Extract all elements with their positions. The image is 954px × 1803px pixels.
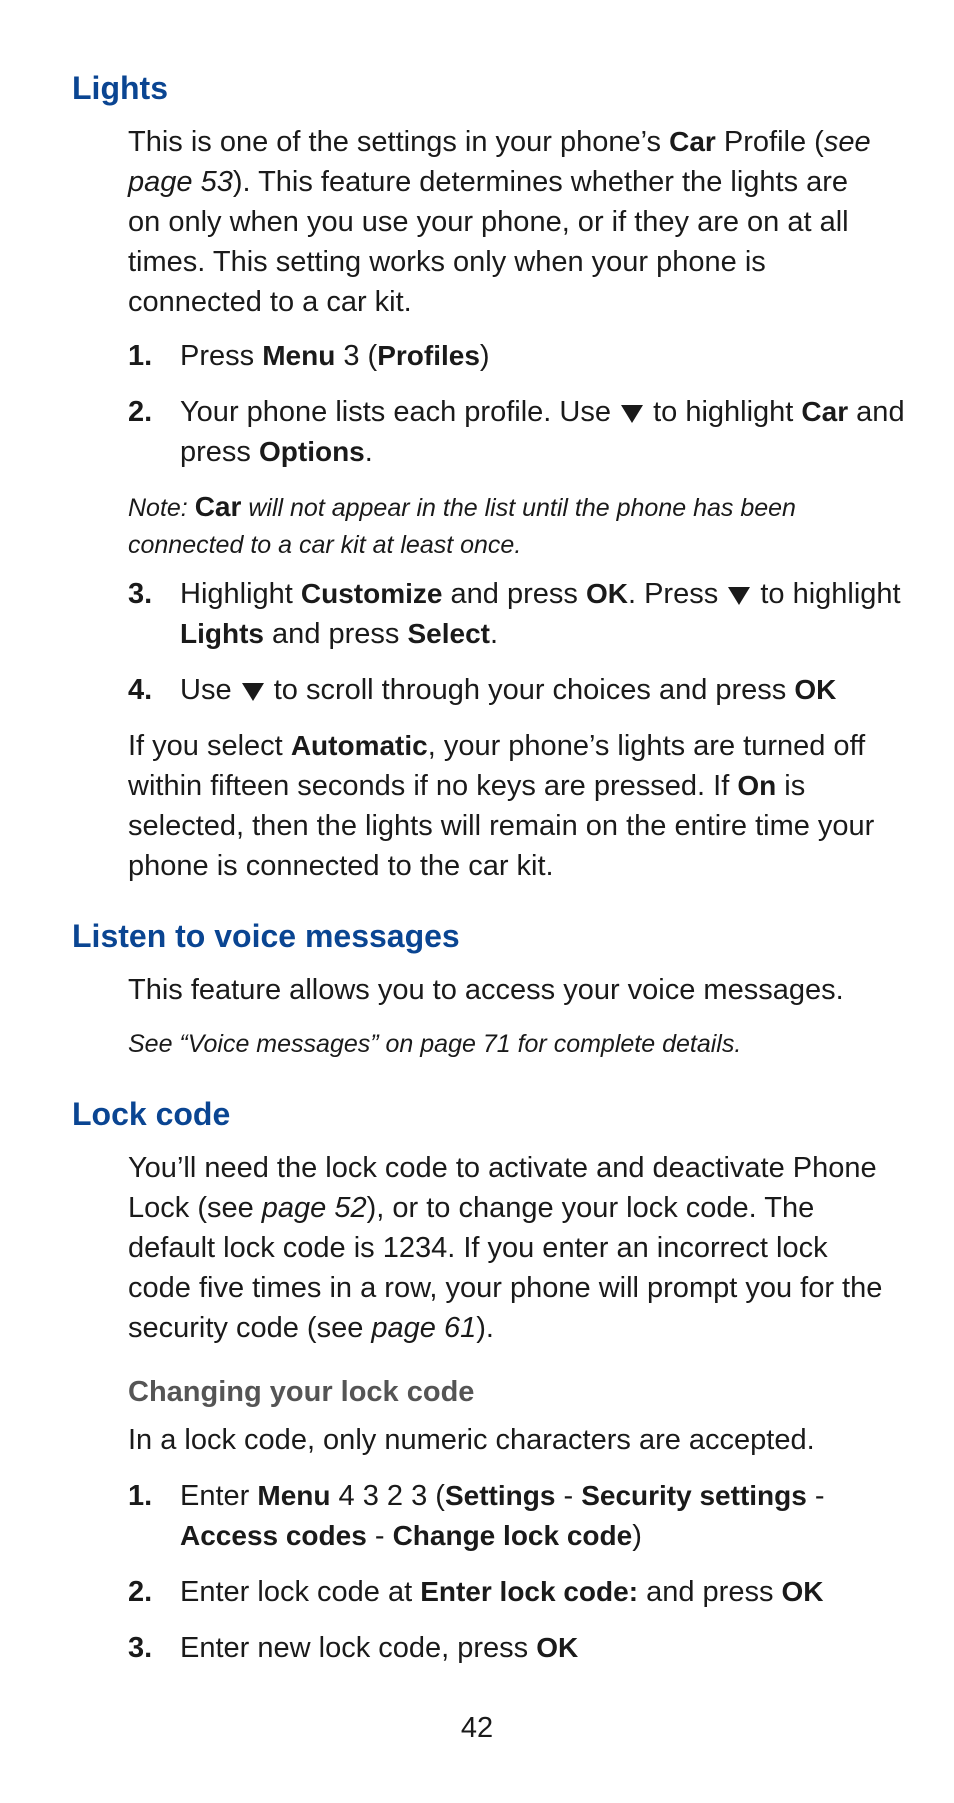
keyword-lights: Lights <box>180 618 264 649</box>
down-arrow-icon <box>621 405 643 423</box>
link-page-53: see page 53 <box>128 126 871 198</box>
link-page-61: page 61 <box>371 1312 477 1344</box>
lockcode-step-1: 1. Enter Menu 4 3 2 3 (Settings - Security settings - Access codes - Change lock code) <box>128 1480 825 1552</box>
keyword-options: Options <box>258 436 365 467</box>
page-number: 42 <box>460 1712 494 1744</box>
lights-outro: If you select Automatic, your phone’s lights are turned off within fifteen seconds if no keys are pressed. If On is selected, then the lights will remain on the entire time your phone is connected to the car kit. <box>128 730 875 882</box>
keyword-enter-lock-code: Enter lock code: <box>420 1576 639 1607</box>
down-arrow-icon <box>242 683 264 701</box>
lights-note: Note: Car will not appear in the list until the phone has been connected to a car kit at least once. <box>128 491 796 559</box>
keyword-access-codes: Access codes <box>180 1520 367 1551</box>
lights-step-2: 2. Your phone lists each profile. Use to highlight Car and press Options. <box>128 396 905 468</box>
keyword-profiles: Profiles <box>377 340 480 371</box>
lockcode-sub-body: In a lock code, only numeric characters are accepted. <box>128 1424 815 1456</box>
lockcode-step-3: 3. Enter new lock code, press OK <box>128 1632 579 1664</box>
keyword-car: Car <box>669 126 716 157</box>
heading-lights: Lights <box>72 70 168 106</box>
heading-lock-code: Lock code <box>72 1096 231 1132</box>
lights-step-1: 1. Press Menu 3 (Profiles) <box>128 340 490 372</box>
lights-step-4: 4. Use to scroll through your choices and press OK <box>128 674 837 706</box>
down-arrow-icon <box>728 587 750 605</box>
keyword-automatic: Automatic <box>290 730 428 761</box>
keyword-change-lock-code: Change lock code <box>392 1520 633 1551</box>
lockcode-step-2: 2. Enter lock code at Enter lock code: and press OK <box>128 1576 824 1608</box>
listen-body: This feature allows you to access your voice messages. <box>128 974 844 1006</box>
keyword-ok: OK <box>585 578 628 609</box>
keyword-security-settings: Security settings <box>581 1480 807 1511</box>
keyword-select: Select <box>407 618 490 649</box>
lockcode-body: You’ll need the lock code to activate and deactivate Phone Lock (see page 52), or to change your lock code. The default lock code is 1234. If you enter an incorrect lock code five times in a row, your phone will prompt you for the security code (see page 61). <box>128 1152 883 1344</box>
keyword-on: On <box>737 770 777 801</box>
link-page-52: page 52 <box>261 1192 367 1224</box>
keyword-menu: Menu <box>262 340 336 371</box>
lights-intro: This is one of the settings in your phone’s Car Profile (see page 53). This feature determines whether the lights are on only when you use your phone, or if they are on at all times. This setting works only when your phone is connected to a car kit. <box>128 126 871 318</box>
listen-note: See “Voice messages” on page 71 for complete details. <box>128 1030 742 1058</box>
lights-step-3: 3. Highlight Customize and press OK. Press to highlight Lights and press Select. <box>128 578 901 650</box>
keyword-customize: Customize <box>300 578 443 609</box>
subheading-changing-lock-code: Changing your lock code <box>128 1376 475 1408</box>
heading-listen-to-voice-messages: Listen to voice messages <box>72 918 460 954</box>
keyword-settings: Settings <box>444 1480 556 1511</box>
